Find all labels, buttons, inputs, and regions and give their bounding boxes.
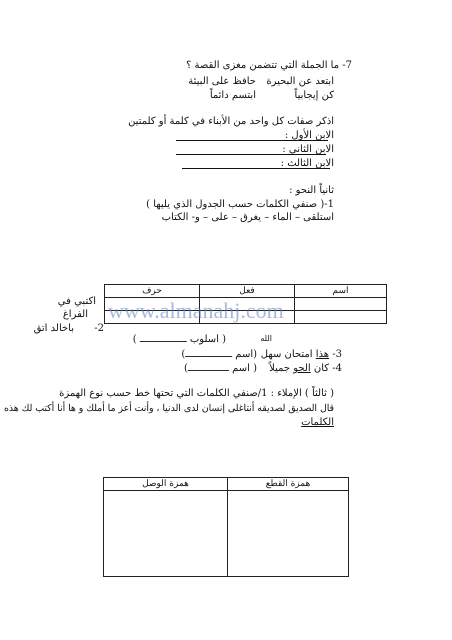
q7-option-b: حافظ على البيئة	[188, 76, 256, 87]
col-hamzat-wasl: همزة الوصل	[104, 478, 228, 491]
q3-line	[261, 350, 342, 360]
hamza-table	[103, 477, 349, 577]
grammar-word-list: استلقى – الماء – يغرق – على – و- الكتاب	[161, 212, 334, 223]
q2-text: باخالد اتق	[33, 323, 74, 334]
son2-answer-line	[176, 154, 326, 155]
col-ism: اسم	[295, 285, 387, 298]
q4-blank: ( اسم ــــــــــــــ)	[184, 363, 257, 374]
q7-title: 7- ما الجملة التي تتضمن مغزى القصة ؟	[186, 60, 352, 71]
col-harf: حرف	[105, 285, 200, 298]
q4-rest: جميلاً	[269, 363, 291, 374]
grammar-heading: ثانياً النحو :	[289, 185, 334, 196]
dictation-heading: ( ثالثاً ) الإملاء : 1/صنفي الكلمات التي تحتها خط حسب نوع الهمزة	[59, 388, 334, 399]
son3-label: الابن الثالث :	[280, 158, 334, 169]
q3-prefix: 3-	[332, 349, 342, 360]
table-cell[interactable]	[295, 311, 387, 324]
dictation-line-1: قال الصديق لصديقه أنتاغلى إنسان لدى الدنيا ، وأنت أعز ما أملك و ها أنا أكتب لك هذه	[4, 403, 334, 414]
son2-label: الابن الثاني :	[282, 144, 334, 155]
q2-style-blank: ( اسلوب ــــــــــــــــ )	[132, 334, 226, 345]
q4-word: الجو	[293, 363, 311, 374]
q3-rest: امتحان سهل	[260, 349, 313, 360]
q4-prefix: 4- كان	[313, 363, 342, 374]
watermark-text: www.almanahj.com	[108, 298, 284, 323]
fill-label-2: الفراغ	[62, 309, 88, 320]
q7-option-c: كن إيجابياً	[294, 90, 334, 101]
table-cell[interactable]	[104, 491, 228, 577]
traits-instruction: اذكر صفات كل واحد من الأبناء في كلمة أو كلمتين	[128, 116, 334, 127]
q3-word: هذا	[315, 349, 330, 360]
son1-answer-line	[176, 140, 328, 141]
grammar-q1: 1-( صنفي الكلمات حسب الجدول الذي يليها )	[146, 199, 334, 210]
q2-allah: الله	[260, 334, 272, 343]
son1-label: الابن الأول :	[284, 130, 334, 141]
q3-blank: (اسم ــــــــــــــــ)	[181, 349, 257, 360]
table-cell[interactable]	[295, 298, 387, 311]
col-hamzat-qat: همزة القطع	[228, 478, 349, 491]
fill-label-1: اكتبي في	[57, 296, 96, 307]
son3-answer-line	[182, 168, 330, 169]
q7-option-a: ابتعد عن البحيرة	[266, 76, 334, 87]
table-cell[interactable]	[228, 491, 349, 577]
q7-option-d: ابتسم دائماً	[209, 90, 256, 101]
dictation-line-2: الكلمات	[301, 417, 334, 428]
col-fiel: فعل	[200, 285, 295, 298]
q4-line	[269, 364, 342, 374]
q2-prefix: 2-	[94, 323, 104, 334]
